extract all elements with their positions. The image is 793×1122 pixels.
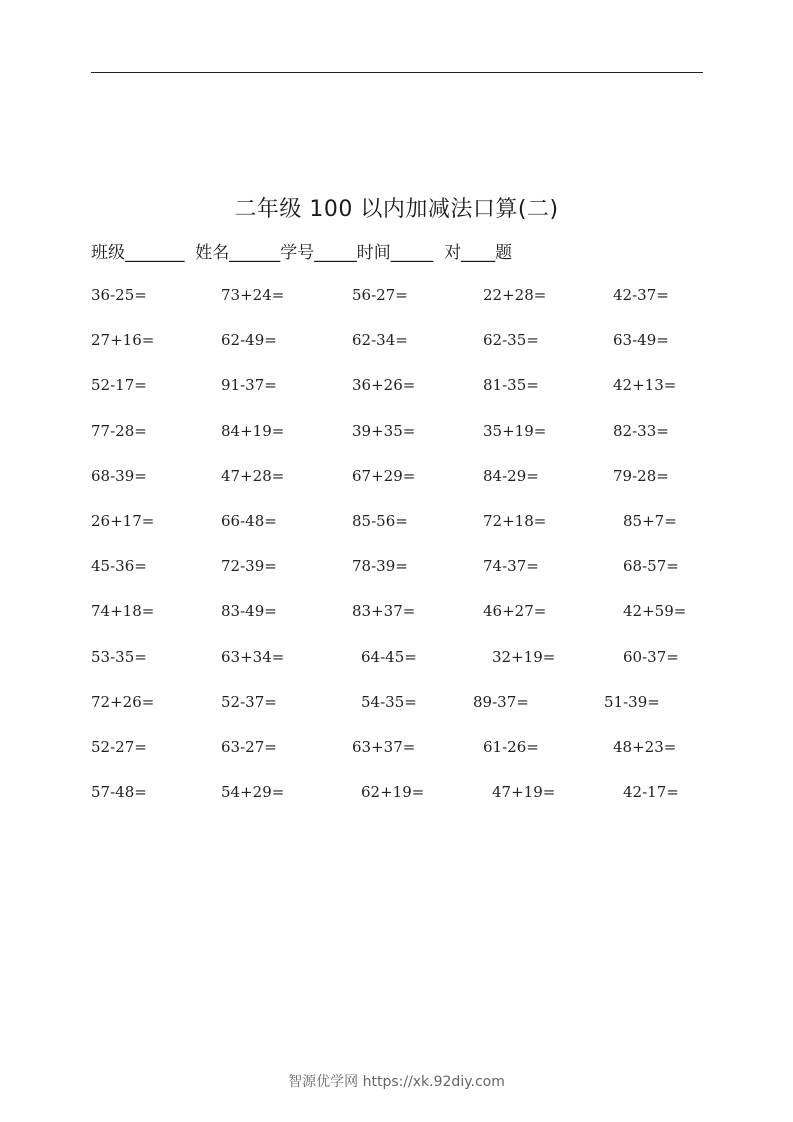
arithmetic-problem: 63+34= bbox=[221, 648, 285, 666]
arithmetic-problem: 72+18= bbox=[483, 512, 547, 530]
arithmetic-problem: 42+59= bbox=[623, 602, 687, 620]
arithmetic-problem: 52-17= bbox=[91, 376, 147, 394]
arithmetic-problem: 52-27= bbox=[91, 738, 147, 756]
arithmetic-problem: 36-25= bbox=[91, 286, 147, 304]
arithmetic-problem: 81-35= bbox=[483, 376, 539, 394]
arithmetic-problem: 89-37= bbox=[473, 693, 529, 711]
arithmetic-problem: 53-35= bbox=[91, 648, 147, 666]
arithmetic-problem: 60-37= bbox=[623, 648, 679, 666]
arithmetic-problem: 82-33= bbox=[613, 422, 669, 440]
arithmetic-problem: 51-39= bbox=[604, 693, 660, 711]
arithmetic-problem: 22+28= bbox=[483, 286, 547, 304]
arithmetic-problem: 46+27= bbox=[483, 602, 547, 620]
arithmetic-problem: 47+19= bbox=[492, 783, 556, 801]
arithmetic-problem: 52-37= bbox=[221, 693, 277, 711]
arithmetic-problem: 62+19= bbox=[361, 783, 425, 801]
arithmetic-problem: 68-39= bbox=[91, 467, 147, 485]
arithmetic-problem: 74-37= bbox=[483, 557, 539, 575]
arithmetic-problem: 62-35= bbox=[483, 331, 539, 349]
arithmetic-problem: 78-39= bbox=[352, 557, 408, 575]
arithmetic-problem: 63+37= bbox=[352, 738, 416, 756]
arithmetic-problem: 72-39= bbox=[221, 557, 277, 575]
arithmetic-problem: 84-29= bbox=[483, 467, 539, 485]
arithmetic-problem: 84+19= bbox=[221, 422, 285, 440]
arithmetic-problem: 66-48= bbox=[221, 512, 277, 530]
header-rule bbox=[91, 72, 703, 73]
arithmetic-problem: 32+19= bbox=[492, 648, 556, 666]
arithmetic-problem: 72+26= bbox=[91, 693, 155, 711]
arithmetic-problem: 26+17= bbox=[91, 512, 155, 530]
arithmetic-problem: 56-27= bbox=[352, 286, 408, 304]
arithmetic-problem: 63-27= bbox=[221, 738, 277, 756]
arithmetic-problem: 39+35= bbox=[352, 422, 416, 440]
arithmetic-problem: 57-48= bbox=[91, 783, 147, 801]
arithmetic-problem: 85-56= bbox=[352, 512, 408, 530]
arithmetic-problem: 36+26= bbox=[352, 376, 416, 394]
arithmetic-problem: 74+18= bbox=[91, 602, 155, 620]
arithmetic-problem: 77-28= bbox=[91, 422, 147, 440]
arithmetic-problem: 45-36= bbox=[91, 557, 147, 575]
arithmetic-problem: 68-57= bbox=[623, 557, 679, 575]
arithmetic-problem: 62-49= bbox=[221, 331, 277, 349]
arithmetic-problem: 61-26= bbox=[483, 738, 539, 756]
arithmetic-problem: 83+37= bbox=[352, 602, 416, 620]
arithmetic-problem: 73+24= bbox=[221, 286, 285, 304]
arithmetic-problem: 42-37= bbox=[613, 286, 669, 304]
arithmetic-problem: 67+29= bbox=[352, 467, 416, 485]
student-info-line: 班级_______ 姓名______学号_____时间_____ 对____题 bbox=[91, 243, 513, 263]
arithmetic-problem: 63-49= bbox=[613, 331, 669, 349]
arithmetic-problem: 54+29= bbox=[221, 783, 285, 801]
arithmetic-problem: 85+7= bbox=[623, 512, 677, 530]
arithmetic-problem: 47+28= bbox=[221, 467, 285, 485]
arithmetic-problem: 79-28= bbox=[613, 467, 669, 485]
arithmetic-problem: 42+13= bbox=[613, 376, 677, 394]
footer-watermark: 智源优学网 https://xk.92diy.com bbox=[288, 1074, 505, 1090]
arithmetic-problem: 27+16= bbox=[91, 331, 155, 349]
arithmetic-problem: 54-35= bbox=[361, 693, 417, 711]
arithmetic-problem: 35+19= bbox=[483, 422, 547, 440]
page-title: 二年级 100 以内加减法口算(二) bbox=[234, 197, 559, 222]
arithmetic-problem: 42-17= bbox=[623, 783, 679, 801]
arithmetic-problem: 83-49= bbox=[221, 602, 277, 620]
arithmetic-problem: 62-34= bbox=[352, 331, 408, 349]
arithmetic-problem: 64-45= bbox=[361, 648, 417, 666]
arithmetic-problem: 91-37= bbox=[221, 376, 277, 394]
arithmetic-problem: 48+23= bbox=[613, 738, 677, 756]
